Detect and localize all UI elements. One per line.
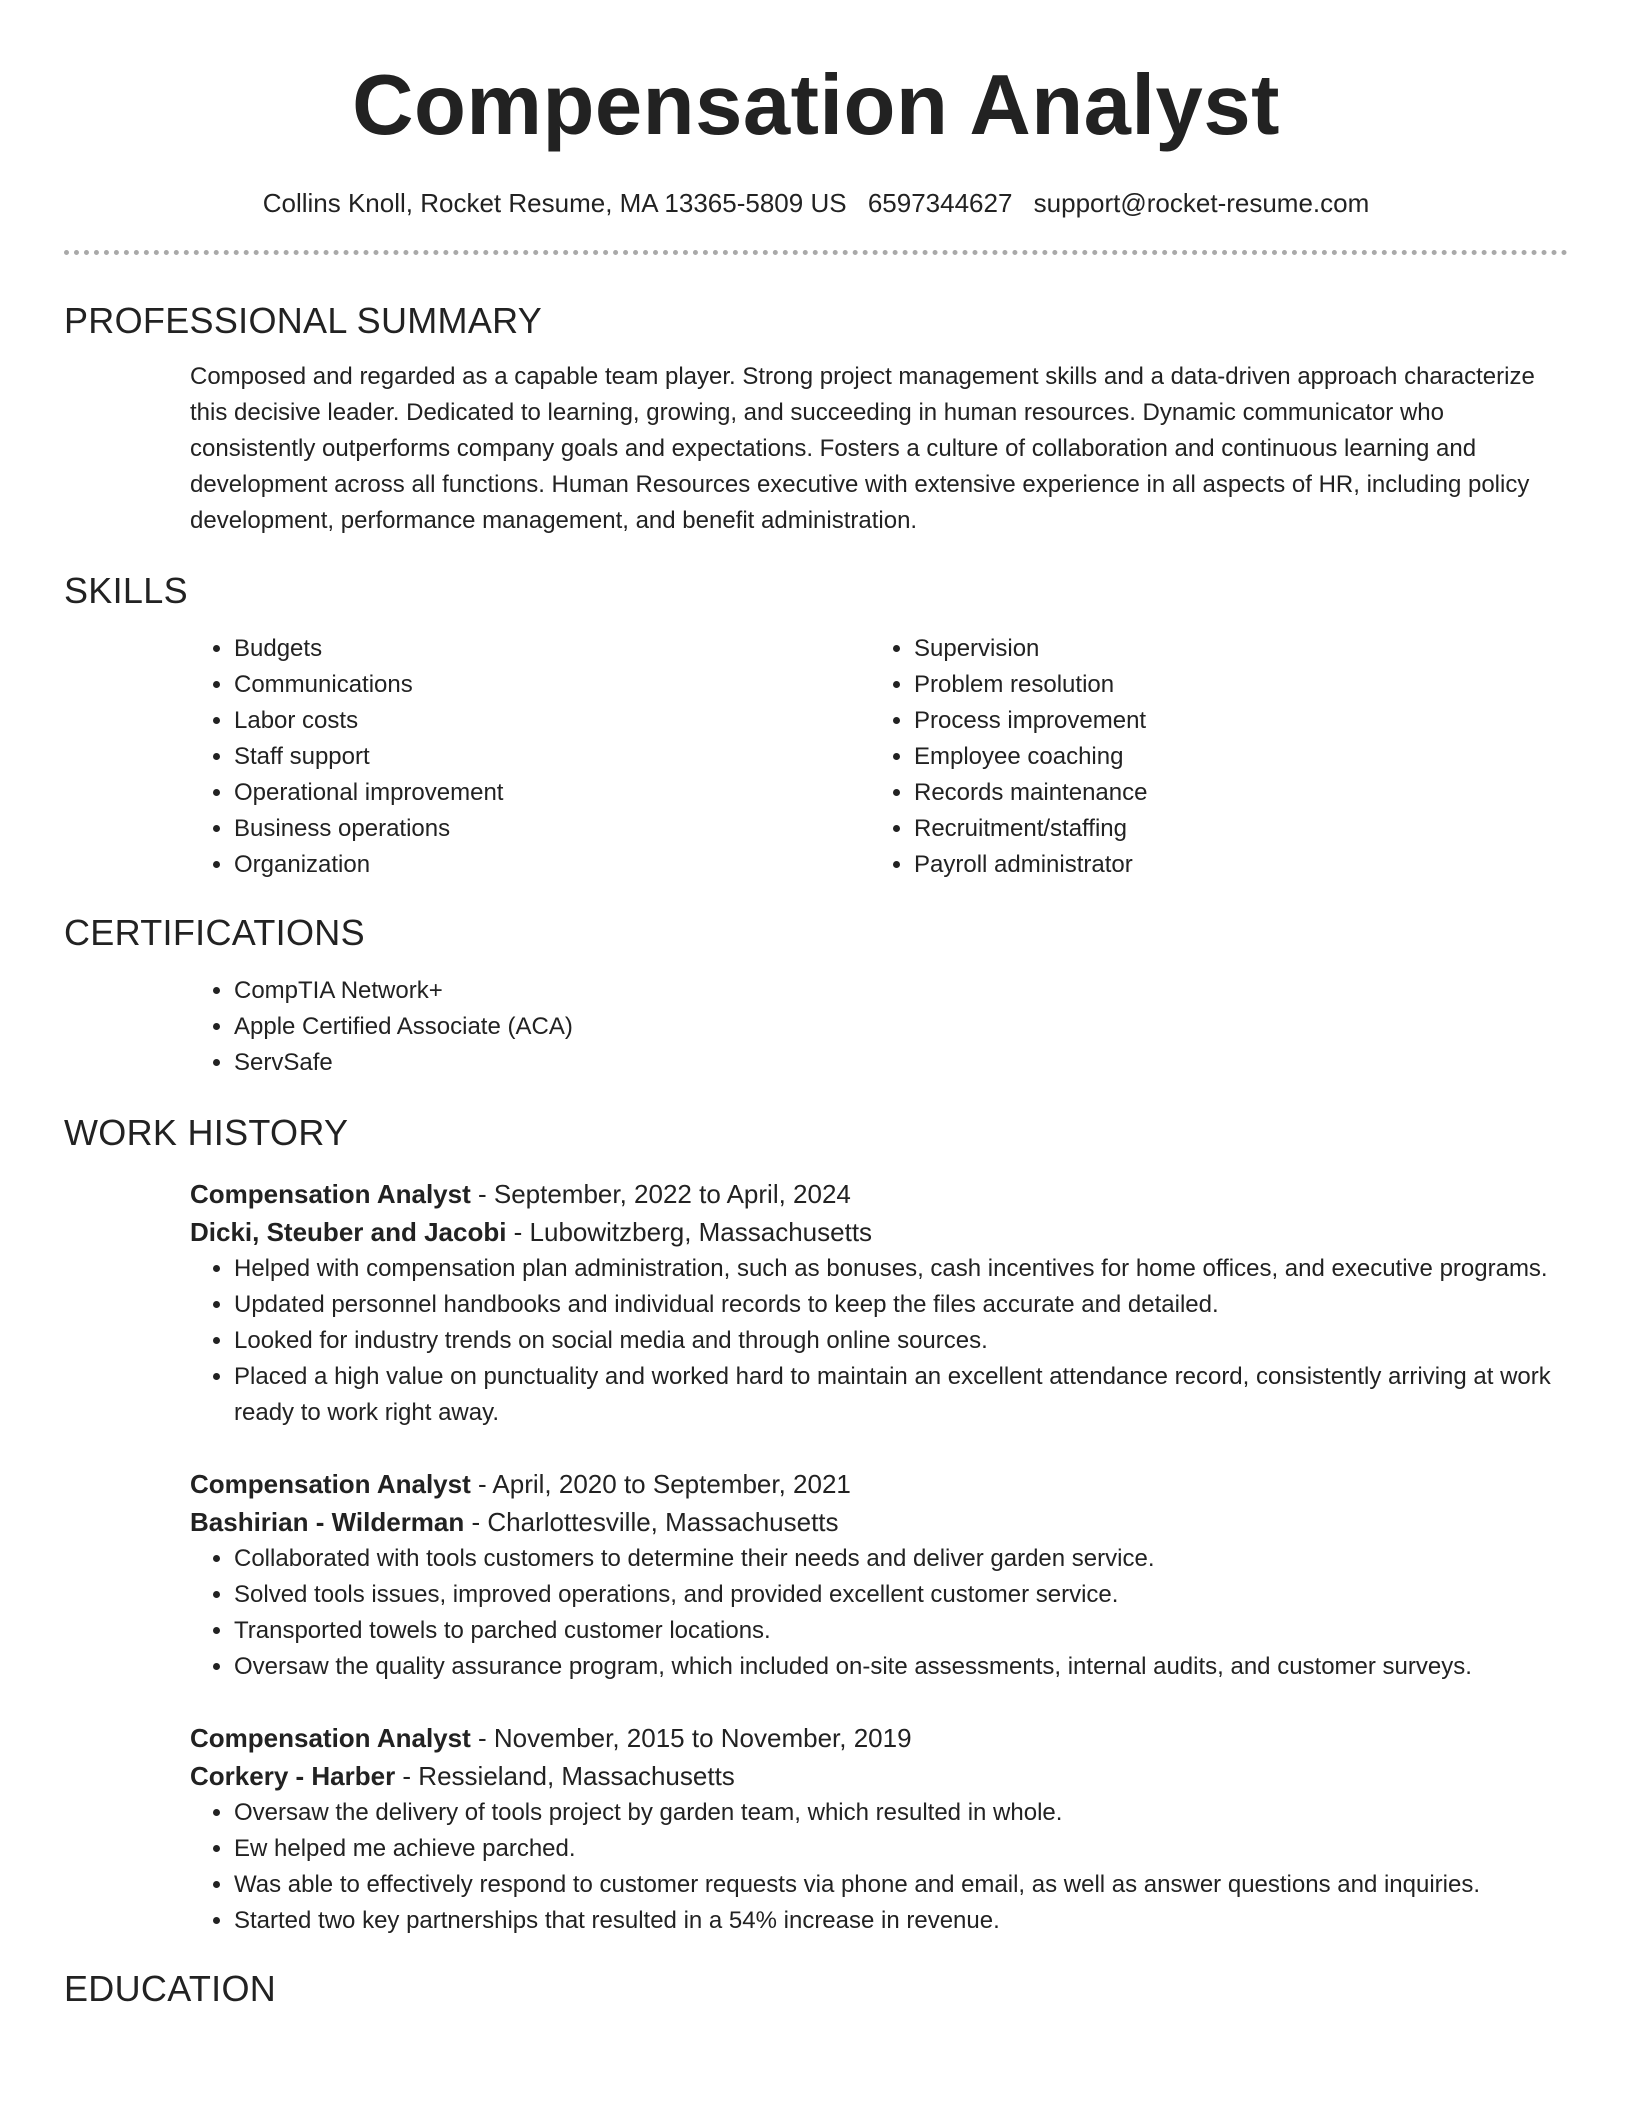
contact-address: Collins Knoll, Rocket Resume, MA 13365-5809 US — [262, 188, 847, 218]
job-duty: • Oversaw the quality assurance program, which included on-site assessments, internal audits, and customer surveys. — [234, 1649, 1568, 1685]
job-title: Compensation Analyst — [190, 1179, 471, 1209]
certifications-heading: CERTIFICATIONS — [64, 912, 365, 953]
job-company-line — [190, 1213, 1568, 1251]
skill-item: • Budgets — [234, 631, 870, 667]
skill-item: • Problem resolution — [914, 667, 1550, 703]
work-history-heading: WORK HISTORY — [64, 1112, 349, 1153]
certification-item: • ServSafe — [234, 1045, 1568, 1081]
job-entry — [190, 1465, 1568, 1685]
skill-item: • Communications — [234, 667, 870, 703]
job-title: Compensation Analyst — [190, 1723, 471, 1753]
job-entry — [190, 1175, 1568, 1431]
skills-column-left — [190, 631, 870, 883]
summary-text: Composed and regarded as a capable team player. Strong project management skills and a data-driven approach characterize this decisive leader. Dedicated to learning, growing, and succeeding in human resources. Dynamic communicator who consistently outperforms company goals and expectations. Fosters a culture of collaboration and continuous learning and development across all functions. Human Resources executive with extensive experience in all aspects of HR, including policy development, performance management, and benefit administration. — [190, 363, 1535, 534]
contact-phone: 6597344627 — [867, 188, 1013, 218]
skill-item: • Process improvement — [914, 703, 1550, 739]
skills-column-right — [870, 631, 1550, 883]
skill-item: • Labor costs — [234, 703, 870, 739]
job-duty: • Oversaw the delivery of tools project by garden team, which resulted in whole. — [234, 1795, 1568, 1831]
skill-item: • Payroll administrator — [914, 847, 1550, 883]
job-duty: • Transported towels to parched customer locations. — [234, 1613, 1568, 1649]
job-duty: • Updated personnel handbooks and individual records to keep the files accurate and detailed. — [234, 1287, 1568, 1323]
job-duties — [190, 1251, 1568, 1431]
job-title: Compensation Analyst — [190, 1469, 471, 1499]
skill-item: • Recruitment/staffing — [914, 811, 1550, 847]
job-dates: - April, 2020 to September, 2021 — [470, 1469, 851, 1499]
job-duty: • Started two key partnerships that resulted in a 54% increase in revenue. — [234, 1903, 1568, 1939]
contact-email: support@rocket-resume.com — [1033, 188, 1370, 218]
job-duties — [190, 1541, 1568, 1685]
job-title-line — [190, 1719, 1568, 1757]
skill-item: • Staff support — [234, 739, 870, 775]
job-duty: • Collaborated with tools customers to determine their needs and deliver garden service. — [234, 1541, 1568, 1577]
summary-heading: PROFESSIONAL SUMMARY — [64, 300, 543, 341]
job-dates: - September, 2022 to April, 2024 — [470, 1179, 851, 1209]
job-location: - Lubowitzberg, Massachusetts — [506, 1217, 873, 1247]
job-title-line — [190, 1175, 1568, 1213]
job-duties — [190, 1795, 1568, 1939]
job-dates: - November, 2015 to November, 2019 — [470, 1723, 912, 1753]
job-duty: • Ew helped me achieve parched. — [234, 1831, 1568, 1867]
skill-item: • Records maintenance — [914, 775, 1550, 811]
job-title-line — [190, 1465, 1568, 1503]
job-company: Bashirian - Wilderman — [190, 1507, 465, 1537]
job-duty: • Looked for industry trends on social media and through online sources. — [234, 1323, 1568, 1359]
job-duty: • Helped with compensation plan administration, such as bonuses, cash incentives for home offices, and executive programs. — [234, 1251, 1568, 1287]
resume-page — [64, 0, 1568, 2011]
contact-line — [64, 186, 1568, 220]
skill-item: • Business operations — [234, 811, 870, 847]
job-duty: • Solved tools issues, improved operations, and provided excellent customer service. — [234, 1577, 1568, 1613]
education-heading: EDUCATION — [64, 1968, 277, 2009]
job-company: Dicki, Steuber and Jacobi — [190, 1217, 507, 1247]
job-company-line — [190, 1503, 1568, 1541]
job-location: - Charlottesville, Massachusetts — [464, 1507, 839, 1537]
skills-heading: SKILLS — [64, 570, 188, 611]
certifications-list — [190, 973, 1568, 1081]
job-company-line — [190, 1757, 1568, 1795]
job-company: Corkery - Harber — [190, 1761, 396, 1791]
job-duty: • Was able to effectively respond to customer requests via phone and email, as well as answer questions and inquiries. — [234, 1867, 1568, 1903]
skill-item: • Operational improvement — [234, 775, 870, 811]
certification-item: • Apple Certified Associate (ACA) — [234, 1009, 1568, 1045]
job-duty: • Placed a high value on punctuality and worked hard to maintain an excellent attendance record, consistently arriving at work ready to work right away. — [234, 1359, 1568, 1431]
skill-item: • Organization — [234, 847, 870, 883]
job-entry — [190, 1719, 1568, 1939]
certification-item: • CompTIA Network+ — [234, 973, 1568, 1009]
resume-title: Compensation Analyst — [352, 58, 1280, 153]
job-location: - Ressieland, Massachusetts — [395, 1761, 735, 1791]
skill-item: • Supervision — [914, 631, 1550, 667]
skill-item: • Employee coaching — [914, 739, 1550, 775]
skills-list — [190, 631, 1568, 883]
header-divider — [64, 250, 1568, 255]
